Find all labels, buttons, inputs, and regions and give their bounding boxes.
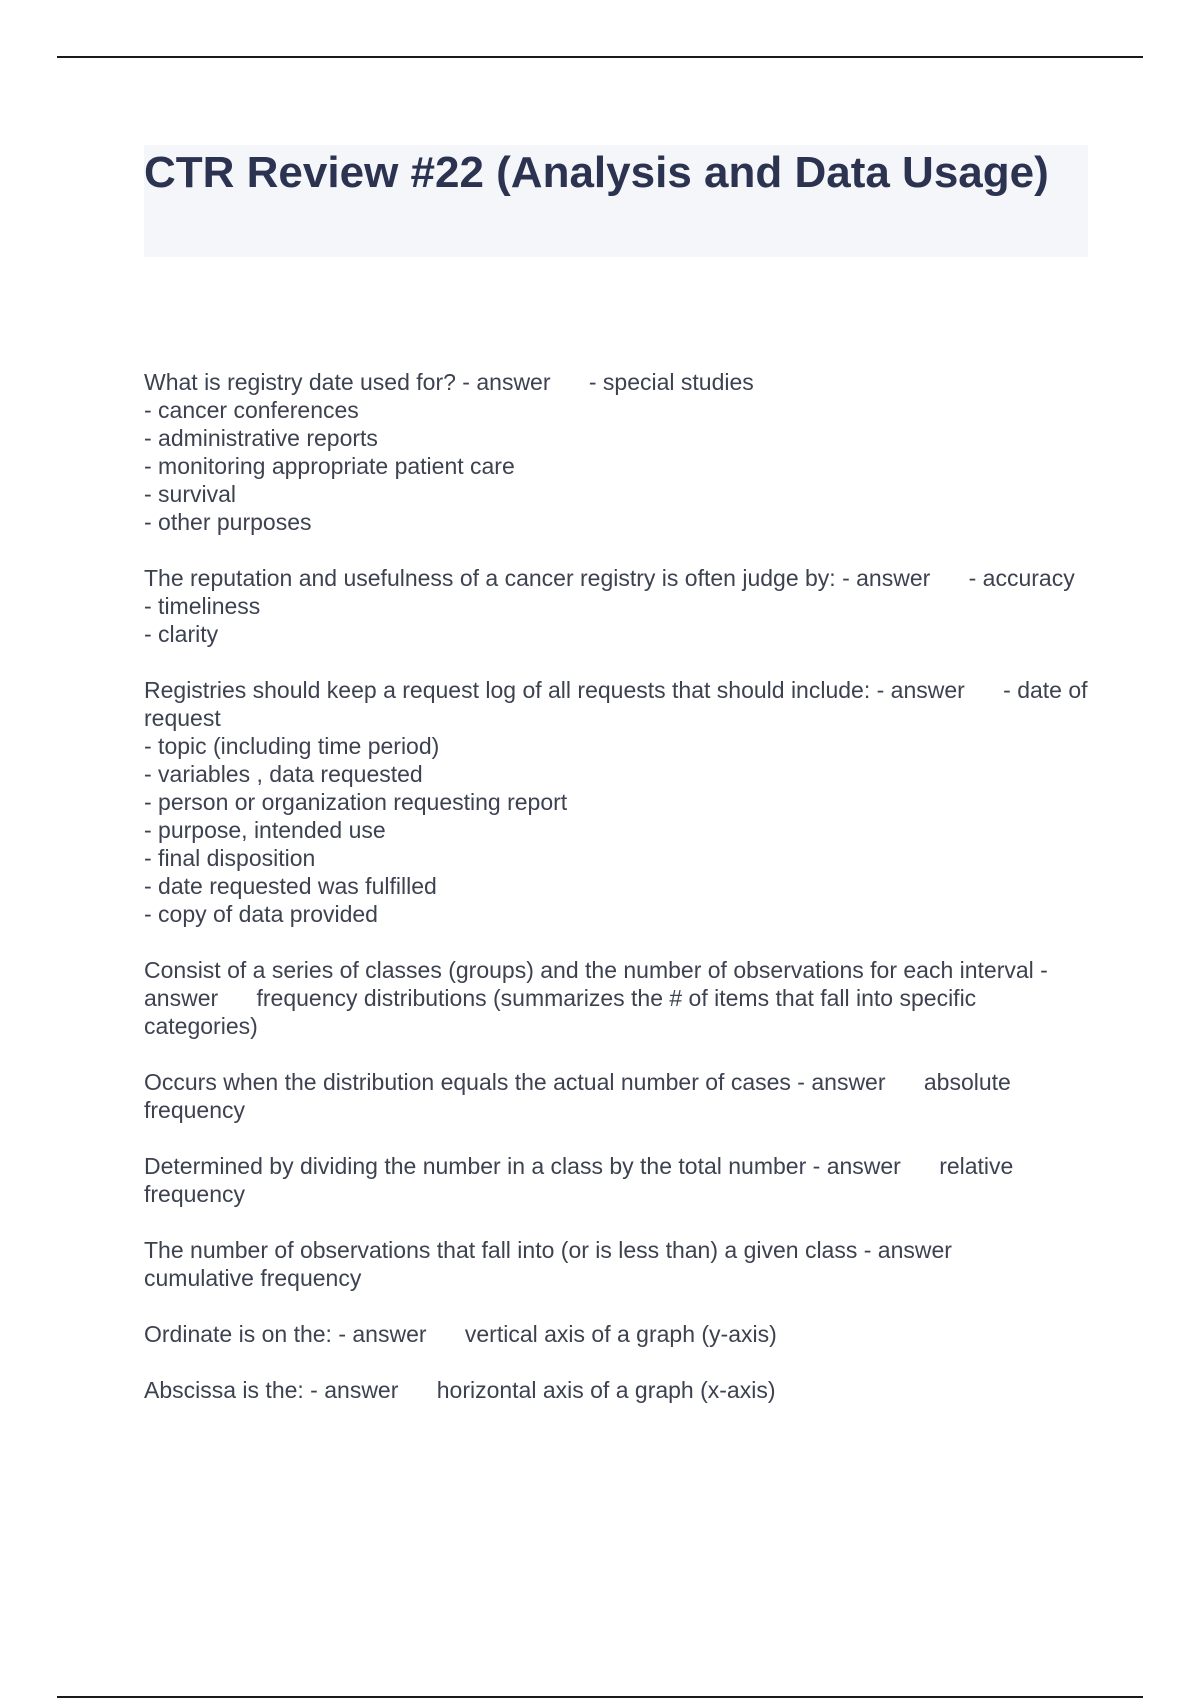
qa-item	[144, 1320, 1088, 1348]
answer-text: cumulative frequency	[144, 1265, 362, 1291]
answer-text: vertical axis of a graph (y-axis)	[464, 1321, 777, 1347]
answer-separator: - answer	[455, 369, 589, 395]
answer-separator: - answer	[857, 1237, 991, 1263]
question-text: Occurs when the distribution equals the actual number of cases	[144, 1069, 791, 1095]
answer-text: - accuracy - timeliness - clarity	[144, 565, 1075, 647]
question-text: Abscissa is the:	[144, 1377, 304, 1403]
answer-text: relative frequency	[144, 1153, 1020, 1207]
answer-separator: - answer	[870, 677, 1004, 703]
answer-separator: - answer	[835, 565, 969, 591]
answer-text: horizontal axis of a graph (x-axis)	[436, 1377, 776, 1403]
answer-separator: - answer	[806, 1153, 940, 1179]
qa-item	[144, 1152, 1088, 1208]
qa-item	[144, 956, 1088, 1040]
question-text: Consist of a series of classes (groups) and the number of observations for each interval	[144, 957, 1034, 983]
qa-item	[144, 676, 1088, 928]
top-rule	[57, 56, 1143, 58]
qa-list	[144, 368, 1088, 1432]
question-text: Determined by dividing the number in a class by the total number	[144, 1153, 807, 1179]
answer-separator: - answer	[303, 1377, 437, 1403]
answer-text: frequency distributions (summarizes the # of items that fall into specific categories)	[144, 985, 983, 1039]
answer-text: absolute frequency	[144, 1069, 1018, 1123]
question-text: The reputation and usefulness of a cancer registry is often judge by:	[144, 565, 836, 591]
answer-text: - date of request - topic (including time period) - variables , data requested - person or organization requesting report - purpose, intended use - final disposition - date requested was fulfilled - copy of data provided	[144, 677, 1088, 927]
answer-separator: - answer	[790, 1069, 924, 1095]
page-title: CTR Review #22 (Analysis and Data Usage)	[144, 148, 1049, 197]
answer-separator: - answer	[144, 957, 1055, 1011]
title-block	[144, 145, 1088, 257]
qa-item	[144, 564, 1088, 648]
question-text: The number of observations that fall into (or is less than) a given class	[144, 1237, 858, 1263]
bottom-rule	[57, 1696, 1143, 1698]
qa-item	[144, 1068, 1088, 1124]
question-text: Registries should keep a request log of all requests that should include:	[144, 677, 871, 703]
answer-separator: - answer	[331, 1321, 465, 1347]
question-text: What is registry date used for?	[144, 369, 456, 395]
qa-item	[144, 368, 1088, 536]
answer-text: - special studies - cancer conferences - administrative reports - monitoring appropriate patient care - survival - other purposes	[144, 369, 754, 535]
qa-item	[144, 1236, 1088, 1292]
question-text: Ordinate is on the:	[144, 1321, 332, 1347]
qa-item	[144, 1376, 1088, 1404]
